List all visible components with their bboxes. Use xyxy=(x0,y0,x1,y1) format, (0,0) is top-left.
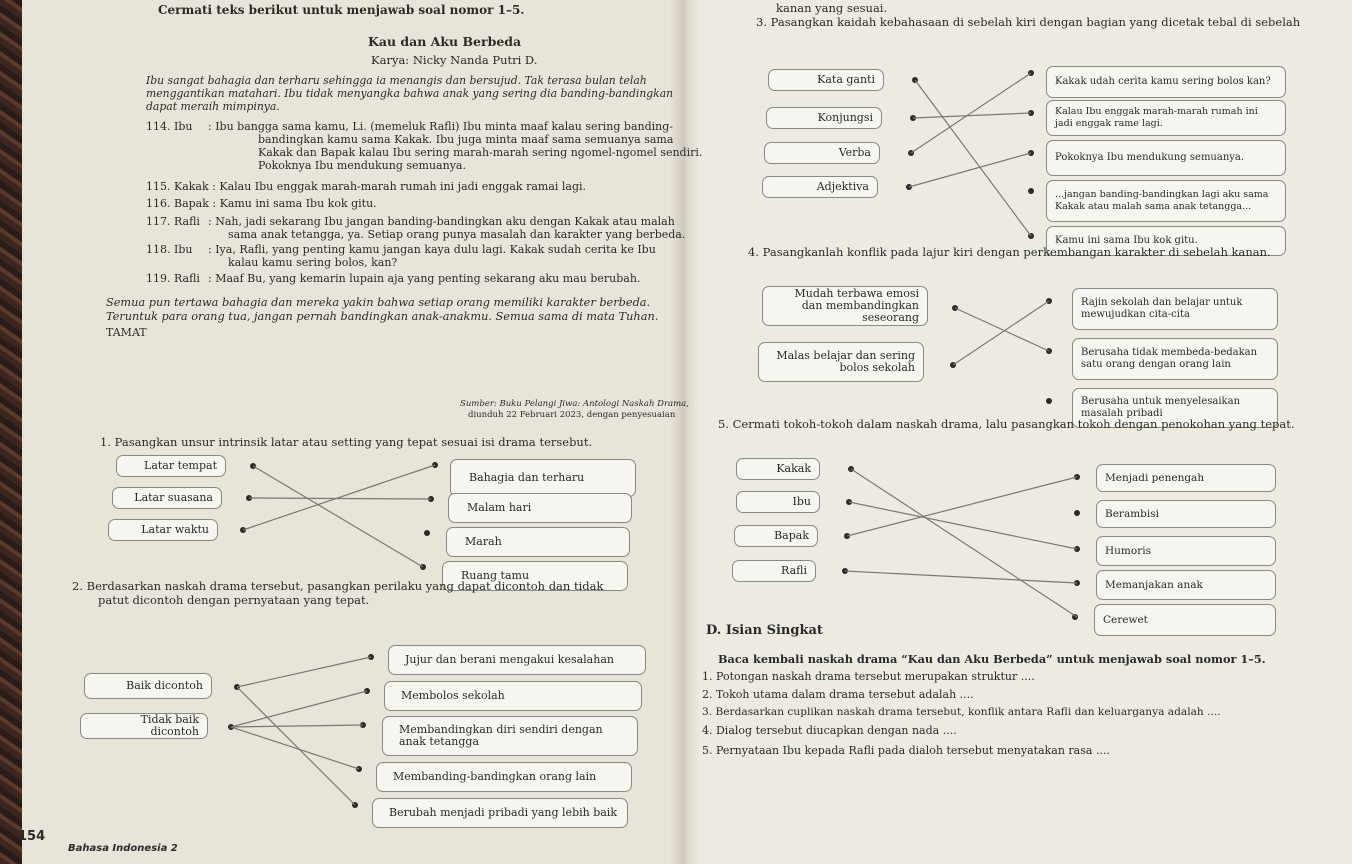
instruction: Cermati teks berikut untuk menjawab soal nomor 1–5. xyxy=(158,3,525,17)
q2-right-item[interactable]: Berubah menjadi pribadi yang lebih baik xyxy=(372,798,628,828)
connector-dot[interactable] xyxy=(424,530,430,536)
background-fabric xyxy=(0,0,22,864)
connector-dot[interactable] xyxy=(432,462,438,468)
stage-direction-line: dapat meraih mimpinya. xyxy=(146,100,280,113)
connector-dot[interactable] xyxy=(1028,150,1034,156)
dialog-line: kalau kamu sering bolos, kan? xyxy=(228,256,398,269)
connector-dot[interactable] xyxy=(1072,614,1078,620)
stage-direction-line: menggantikan matahari. Ibu tidak menyangka bahwa anak yang sering dia banding-bandingkan xyxy=(146,87,674,100)
connector-dot[interactable] xyxy=(228,724,234,730)
connector-dot[interactable] xyxy=(428,496,434,502)
connector-dot[interactable] xyxy=(1028,233,1034,239)
connector-dot[interactable] xyxy=(846,499,852,505)
question-2: 2. Berdasarkan naskah drama tersebut, pasangkan perilaku yang dapat dicontoh dan tidak xyxy=(72,579,604,593)
connector-dot[interactable] xyxy=(1074,474,1080,480)
q3-right-item[interactable]: Pokoknya Ibu mendukung semuanya. xyxy=(1046,140,1286,176)
question-2: patut dicontoh dengan pernyataan yang tepat. xyxy=(98,593,370,607)
fill-in-item: 5. Pernyataan Ibu kepada Rafli pada dialoh tersebut menyatakan rasa .... xyxy=(702,744,1110,757)
closing-direction: Teruntuk para orang tua, jangan pernah bandingkan anak-anakmu. Semua sama di mata Tuhan. xyxy=(106,310,659,323)
connector-dot[interactable] xyxy=(1028,70,1034,76)
q3-right-item[interactable]: ...jangan banding-bandingkan lagi aku sama Kakak atau malah sama anak tetangga... xyxy=(1046,180,1286,222)
q3-right-item[interactable]: Kalau Ibu enggak marah-marah rumah ini jadi enggak rame lagi. xyxy=(1046,100,1286,136)
connector-dot[interactable] xyxy=(912,77,918,83)
q5-right-item[interactable]: Humoris xyxy=(1096,536,1276,566)
page-gutter xyxy=(670,0,700,864)
question-4: 4. Pasangkanlah konflik pada lajur kiri dengan perkembangan karakter di sebelah kanan. xyxy=(748,245,1271,259)
q3-left-item[interactable]: Adjektiva xyxy=(762,176,878,198)
q5-left-item[interactable]: Bapak xyxy=(734,525,818,547)
drama-author: Karya: Nicky Nanda Putri D. xyxy=(371,53,538,67)
q5-right-item[interactable]: Memanjakan anak xyxy=(1096,570,1276,600)
connector-dot[interactable] xyxy=(420,564,426,570)
section-d-heading: D. Isian Singkat xyxy=(706,623,823,638)
fill-in-item: 4. Dialog tersebut diucapkan dengan nada .... xyxy=(702,724,957,737)
dialog-line: 115. Kakak : Kalau Ibu enggak marah-marah rumah ini jadi enggak ramai lagi. xyxy=(146,180,587,193)
q2-right-item[interactable]: Membanding-bandingkan orang lain xyxy=(376,762,632,792)
closing-direction: Semua pun tertawa bahagia dan mereka yakin bahwa setiap orang memiliki karakter berbeda. xyxy=(106,296,651,309)
footer-book-title: Bahasa Indonesia 2 xyxy=(68,843,178,854)
connector-dot[interactable] xyxy=(1046,348,1052,354)
q4-right-item[interactable]: Berusaha untuk menyelesaikan masalah pribadi xyxy=(1072,388,1278,428)
question-5: 5. Cermati tokoh-tokoh dalam naskah drama, lalu pasangkan tokoh dengan penokohan yang tepat. xyxy=(718,417,1295,431)
connector-dot[interactable] xyxy=(950,362,956,368)
question-3: 3. Pasangkan kaidah kebahasaan di sebelah kiri dengan bagian yang dicetak tebal di sebelah xyxy=(756,15,1301,29)
q4-left-item[interactable]: Malas belajar dan sering bolos sekolah xyxy=(758,342,924,382)
q1-right-item[interactable]: Malam hari xyxy=(448,493,632,523)
q2-right-item[interactable]: Membandingkan diri sendiri dengan anak tetangga xyxy=(382,716,638,756)
drama-title: Kau dan Aku Berbeda xyxy=(368,34,522,49)
connector-dot[interactable] xyxy=(848,466,854,472)
connector-dot[interactable] xyxy=(250,463,256,469)
connector-dot[interactable] xyxy=(952,305,958,311)
connector-dot[interactable] xyxy=(906,184,912,190)
question-3: kanan yang sesuai. xyxy=(776,1,888,15)
dialog-speaker: 118. Ibu xyxy=(146,243,193,256)
question-1: 1. Pasangkan unsur intrinsik latar atau setting yang tepat sesuai isi drama tersebut. xyxy=(100,435,593,449)
connector-dot[interactable] xyxy=(1074,580,1080,586)
q1-right-item[interactable]: Marah xyxy=(446,527,630,557)
connector-dot[interactable] xyxy=(360,722,366,728)
dialog-line: sama anak tetangga, ya. Setiap orang punya masalah dan karakter yang berbeda. xyxy=(228,228,686,241)
q1-right-item[interactable]: Ruang tamu xyxy=(442,561,628,591)
connector-dot[interactable] xyxy=(1028,188,1034,194)
q2-left-item[interactable]: Tidak baik dicontoh xyxy=(80,713,208,739)
q3-left-item[interactable]: Konjungsi xyxy=(766,107,882,129)
section-d-intro: Baca kembali naskah drama “Kau dan Aku Berbeda” untuk menjawab soal nomor 1–5. xyxy=(718,652,1266,666)
dialog-speaker: 119. Rafli xyxy=(146,272,200,285)
end-marker: TAMAT xyxy=(106,326,147,339)
q5-right-item[interactable]: Berambisi xyxy=(1096,500,1276,528)
connector-dot[interactable] xyxy=(368,654,374,660)
fill-in-item: 1. Potongan naskah drama tersebut merupakan struktur .... xyxy=(702,670,1035,683)
connector-dot[interactable] xyxy=(352,802,358,808)
q4-right-item[interactable]: Berusaha tidak membeda-bedakan satu orang dengan orang lain xyxy=(1072,338,1278,380)
fill-in-item: 3. Berdasarkan cuplikan naskah drama tersebut, konflik antara Rafli dan keluarganya adalah .... xyxy=(702,706,1221,718)
q1-left-item[interactable]: Latar tempat xyxy=(116,455,226,477)
q5-right-item[interactable]: Menjadi penengah xyxy=(1096,464,1276,492)
connector-dot[interactable] xyxy=(234,684,240,690)
fill-in-item: 2. Tokoh utama dalam drama tersebut adalah .... xyxy=(702,688,974,701)
q1-left-item[interactable]: Latar suasana xyxy=(112,487,222,509)
q3-left-item[interactable]: Verba xyxy=(764,142,880,164)
connector-dot[interactable] xyxy=(844,533,850,539)
q2-right-item[interactable]: Membolos sekolah xyxy=(384,681,642,711)
stage-direction-line: Ibu sangat bahagia dan terharu sehingga ia menangis dan bersujud. Tak terasa bulan telah xyxy=(146,74,647,87)
dialog-line: 116. Bapak : Kamu ini sama Ibu kok gitu. xyxy=(146,197,377,210)
connector-dot[interactable] xyxy=(842,568,848,574)
dialog-line: : Ibu bangga sama kamu, Li. (memeluk Rafli) Ibu minta maaf kalau sering banding- xyxy=(208,120,674,133)
q2-left-item[interactable]: Baik dicontoh xyxy=(84,673,212,699)
dialog-line: bandingkan kamu sama Kakak. Ibu juga minta maaf sama semuanya sama xyxy=(258,133,674,146)
q3-right-item[interactable]: Kamu ini sama Ibu kok gitu. xyxy=(1046,226,1286,256)
dialog-line: Kakak dan Bapak kalau Ibu sering marah-marah sering ngomel-ngomel sendiri. xyxy=(258,146,703,159)
q5-left-item[interactable]: Ibu xyxy=(736,491,820,513)
connector-dot[interactable] xyxy=(1074,510,1080,516)
dialog-line: : Maaf Bu, yang kemarin lupain aja yang penting sekarang aku mau berubah. xyxy=(208,272,641,285)
connector-dot[interactable] xyxy=(908,150,914,156)
dialog-line: Pokoknya Ibu mendukung semuanya. xyxy=(258,159,466,172)
q4-right-item[interactable]: Rajin sekolah dan belajar untuk mewujudkan cita-cita xyxy=(1072,288,1278,330)
q3-left-item[interactable]: Kata ganti xyxy=(768,69,884,91)
q1-right-item[interactable]: Bahagia dan terharu xyxy=(450,459,636,497)
source-line: Sumber: Buku Pelangi Jiwa: Antologi Naskah Drama, xyxy=(460,399,689,409)
connector-dot[interactable] xyxy=(364,688,370,694)
q5-left-item[interactable]: Rafli xyxy=(732,560,816,582)
connector-dot[interactable] xyxy=(1046,398,1052,404)
connector-dot[interactable] xyxy=(240,527,246,533)
q2-right-item[interactable]: Jujur dan berani mengakui kesalahan xyxy=(388,645,646,675)
connector-dot[interactable] xyxy=(910,115,916,121)
q3-right-item[interactable]: Kakak udah cerita kamu sering bolos kan? xyxy=(1046,66,1286,98)
q5-left-item[interactable]: Kakak xyxy=(736,458,820,480)
dialog-speaker: 117. Rafli xyxy=(146,215,200,228)
page-number: 154 xyxy=(18,829,46,844)
connector-dot[interactable] xyxy=(356,766,362,772)
dialog-speaker: 114. Ibu xyxy=(146,120,193,133)
q4-left-item[interactable]: Mudah terbawa emosi dan membandingkan seseorang xyxy=(762,286,928,326)
q1-left-item[interactable]: Latar waktu xyxy=(108,519,218,541)
q5-right-item[interactable]: Cerewet xyxy=(1094,604,1276,636)
connector-dot[interactable] xyxy=(246,495,252,501)
source-line: diunduh 22 Februari 2023, dengan penyesuaian xyxy=(468,410,676,420)
connector-dot[interactable] xyxy=(1046,298,1052,304)
dialog-line: : Iya, Rafli, yang penting kamu jangan kaya dulu lagi. Kakak sudah cerita ke Ibu xyxy=(208,243,656,256)
connector-dot[interactable] xyxy=(1074,546,1080,552)
dialog-line: : Nah, jadi sekarang Ibu jangan banding-bandingkan aku dengan Kakak atau malah xyxy=(208,215,675,228)
connector-dot[interactable] xyxy=(1028,110,1034,116)
